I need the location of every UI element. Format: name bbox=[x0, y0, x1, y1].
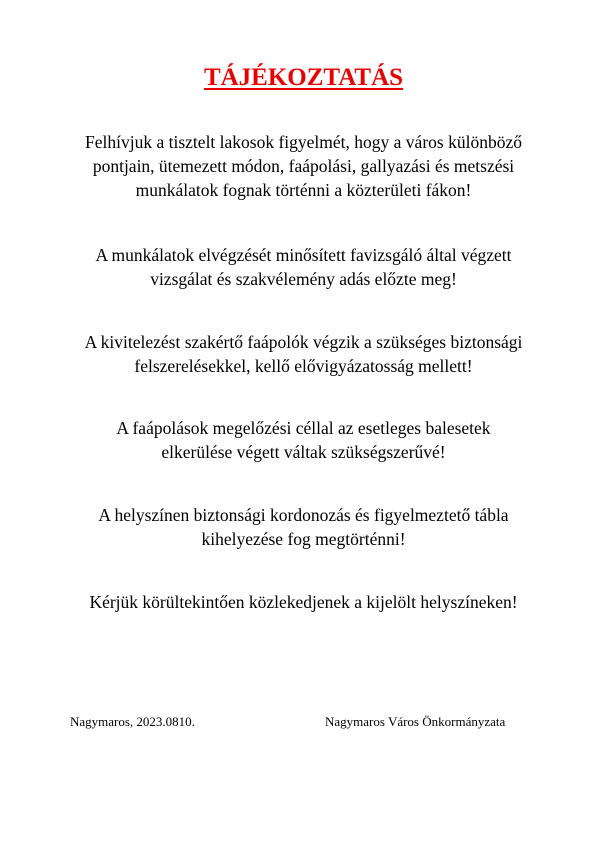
footer-place-date: Nagymaros, 2023.0810. bbox=[70, 714, 195, 729]
paragraph-line: Felhívjuk a tisztelt lakosok figyelmét, hogy a város különböző bbox=[85, 132, 522, 152]
paragraph-line: A helyszínen biztonsági kordonozás és figyelmeztető tábla bbox=[98, 505, 509, 525]
paragraph-cordon bbox=[40, 503, 567, 551]
paragraph-inspection bbox=[40, 243, 567, 291]
notice-title: TÁJÉKOZTATÁS bbox=[203, 64, 404, 91]
paragraph-line: munkálatok fognak történni a közterületi fákon! bbox=[135, 180, 472, 200]
paragraph-execution bbox=[40, 330, 567, 378]
paragraph-line: felszerelésekkel, kellő elővigyázatosság mellett! bbox=[134, 356, 473, 376]
footer-issuer: Nagymaros Város Önkormányzata bbox=[325, 714, 506, 729]
paragraph-line: kihelyezése fog megtörténni! bbox=[201, 529, 406, 549]
paragraph-request bbox=[40, 590, 567, 614]
paragraph-line: A munkálatok elvégzését minősített favizsgáló által végzett bbox=[95, 245, 512, 265]
paragraph-line: Kérjük körültekintően közlekedjenek a kijelölt helyszíneken! bbox=[89, 592, 518, 612]
paragraph-line: pontjain, ütemezett módon, faápolási, gallyazási és metszési bbox=[92, 156, 515, 176]
paragraph-line: A kivitelezést szakértő faápolók végzik a szükséges biztonsági bbox=[84, 332, 523, 352]
paragraph-announcement bbox=[40, 130, 567, 202]
paragraph-prevention bbox=[40, 416, 567, 464]
paragraph-line: A faápolások megelőzési céllal az esetleges balesetek bbox=[116, 418, 491, 438]
paragraph-line: vizsgálat és szakvélemény adás előzte meg! bbox=[150, 269, 457, 289]
paragraph-line: elkerülése végett váltak szükségszerűvé! bbox=[161, 442, 446, 462]
